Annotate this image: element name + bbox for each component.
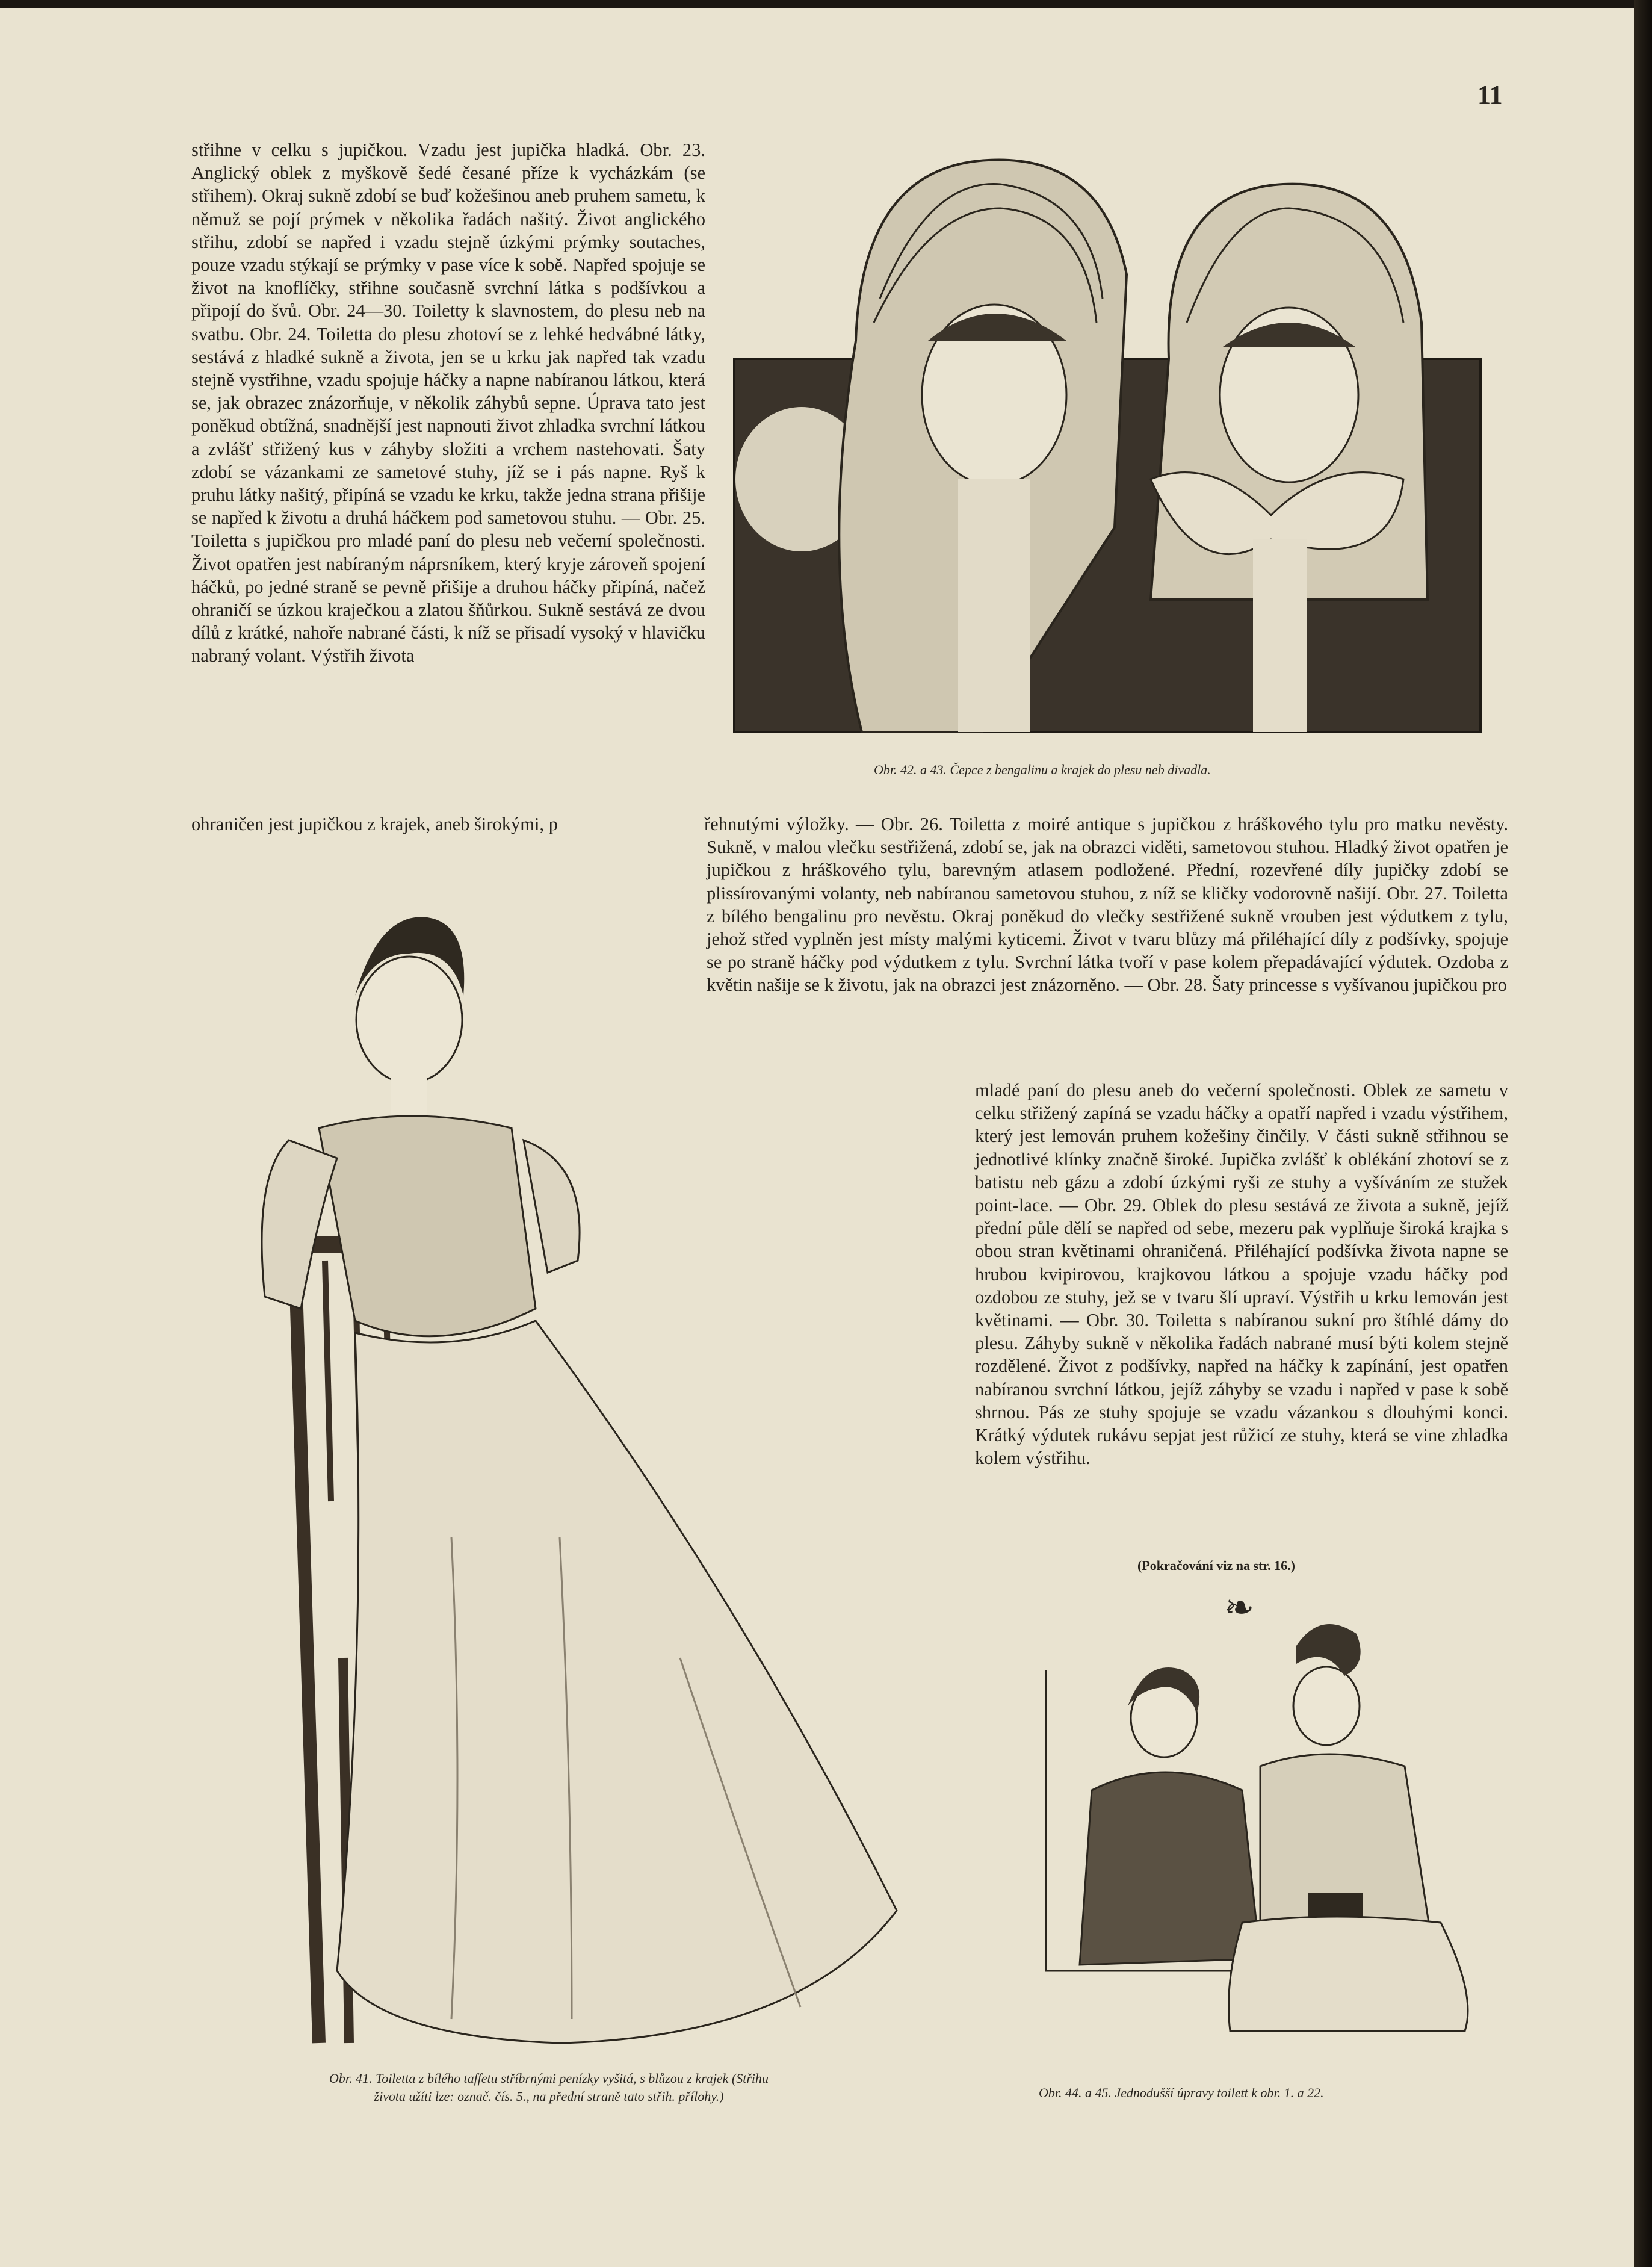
spanning-line-left: ohraničen jest jupičkou z krajek, aneb širokými, p [191, 814, 558, 834]
col1-paragraph: střihne v celku s jupičkou. Vzadu jest jupička hladká. Obr. 23. Anglický oblek z myškově šedé česané příze k vycházkám (se střihem). Okraj sukně zdobí se buď kožešinou aneb pruhem sametu, k němuž se pojí prýmek v několika řadách našitý. Život anglického střihu, zdobí se napřed i vzadu stejně úzkými prýmky soutaches, pouze vzadu stýkají se prýmky v pase více k sobě. Napřed spojuje se život na knoflíčky, střihne současně svrchní látka s podšívkou a připojí do švů. Obr. 24—30. Toiletty k slavnostem, do plesu neb na svatbu. Obr. 24. Toiletta do plesu zhotoví se z lehké hedvábné látky, sestává z hladké sukně a života, jen se u krku jak napřed tak vzadu stejně vystřihne, vzadu spojuje háčky a napne nabíranou látkou, která se, jak obrazec znázorňuje, v několik záhybů sepne. Úprava tato jest poněkud obtížná, snadnější jest napnouti život zhladka svrchní látkou a zvlášť střižený kus v záhyby složiti a vrchem nastehovati. Šaty zdobí se vázankami ze sametové stuhy, jíž se i pás napne. Ryš k pruhu látky našitý, připíná se vzadu ke krku, takže jedna strana přišije se napřed k životu a druhá háčkem pod sametovou stuhu. — Obr. 25. Toiletta s jupičkou pro mladé paní do plesu neb večerní společnosti. Život opatřen jest nabíraným náprsníkem, který kryje zároveň spojení háčků, po jedné straně se pevně přišije a druhou háčky připíná, načež ohraničí se úzkou kraječkou a zlatou šňůrkou. Sukně sestává ze dvou dílů z krátké, nahoře nabrané části, k níž se přisadí vysoký v hlavičku nabraný volant. Výstřih života [191, 140, 705, 666]
bonnets-illustration [729, 142, 1486, 738]
caption-fig-42-43: Obr. 42. a 43. Čepce z bengalinu a krajek do plesu neb divadla. [874, 762, 1211, 777]
caption-fig-44-45: Obr. 44. a 45. Jednodušší úpravy toilett k obr. 1. a 22. [1039, 2085, 1324, 2100]
seated-woman-icon [199, 875, 933, 2055]
seated-lady-illustration [199, 875, 933, 2055]
caption-fig-41-line2: života užíti lze: označ. čís. 5., na přední straně tato střih. přílohy.) [374, 2089, 724, 2104]
page-number: 11 [1477, 80, 1503, 110]
binding-edge [1634, 0, 1652, 2267]
span-right-paragraph: řehnutými výložky. — Obr. 26. Toiletta z moiré antique s jupičkou z hráškového tylu pro matku nevěsty. Sukně, v malou vlečku sestřižená, zdobí se, jak na obrazci viděti, sametovou stuhou. Hladký život opatřen je jupičkou z hráškového tylu, barevným atlasem podložené. Přední, rozevřené díly jupičky zdobí se plissírovanými volanty, neb nabíranou sametovou stuhou, z níž se kličky vodorovně našijí. Obr. 27. Toiletta z bílého bengalinu pro nevěstu. Okraj poněkud do vlečky sestřižené sukně vrouben jest výdutkem z tylu, jehož střed vyplněn jest místy malými kyticemi. Život v tvaru blůzy má přiléhající díly z podšívky, spojuje se po straně háčky pod výdutkem z tylu. Svrchní látka tvoří v pase kolem přepadávající výdutek. Ozdoba z květin našije se k životu, jak na obrazci jest znázorněno. — Obr. 28. Šaty princesse s vyšívanou jupičkou pro [704, 814, 1508, 996]
fleuron-icon: ❧ [1224, 1588, 1255, 1628]
col2-paragraph: mladé paní do plesu aneb do večerní společnosti. Oblek ze sametu v celku střižený zapíná se vzadu háčky a opatří napřed i vzadu výstřihem, který jest lemován pruhem kožešiny činčily. V části sukně střihnou se jednotlivé klínky značně široké. Jupička zvlášť k oblékání zhotoví se z batistu neb gázu a zdobí úzkými ryši ze stuhy a vyšíváním ze stužek point-lace. — Obr. 29. Oblek do plesu sestává ze života a sukně, jejíž přední půle dělí se napřed od sebe, mezeru pak vyplňuje široká krajka s obou stran květinami ohraničená. Přiléhající podšívka života napne se hrubou kvipirovou, krajkovou látkou a spojuje vzadu háčky pod ozdobou ze stuhy, jež se v tvaru šlí upraví. Výstřih u krku lemován jest květinami. — Obr. 30. Toiletta s nabíranou sukní pro štíhlé dámy do plesu. Záhyby sukně v několika řadách nabrané musí býti kolem stejně rozdělené. Život z podšívky, napřed na háčky k zapínání, jest opatřen nabíranou svrchní látkou, jejíž záhyby se vzadu i napřed v pase k sobě shrnou. Pás ze stuhy spojuje se vzadu vázankou s dlouhými konci. Krátký výdutek rukávu sepjat jest růžicí ze stuhy, která se vine zhladka kolem výstřihu. [975, 1080, 1508, 1469]
text-column-left [191, 138, 705, 668]
magazine-page [0, 8, 1634, 2267]
two-blouses-illustration [1044, 1610, 1513, 2043]
caption-fig-41-line1: Obr. 41. Toiletta z bílého taffetu stříbrnými penízky vyšitá, s blůzou z krajek (Střihu [329, 2071, 769, 2086]
bonnets-drawing-icon [729, 142, 1486, 738]
text-column-right [975, 1079, 1508, 1469]
two-women-blouses-icon [1044, 1610, 1513, 2043]
caption-fig-41 [188, 2070, 910, 2106]
continued-note: (Pokračování viz na str. 16.) [1137, 1558, 1295, 1573]
